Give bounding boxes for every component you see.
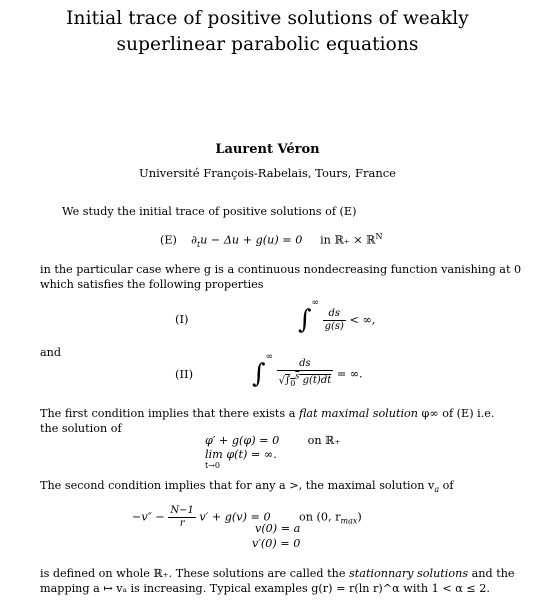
ode-stationary-denominator: r bbox=[179, 518, 185, 529]
ode-stationary-line-3 bbox=[252, 537, 300, 550]
condition-1-fraction bbox=[323, 308, 346, 333]
ode-flat-eq: φ′ + g(φ) = 0 bbox=[205, 434, 280, 447]
equation-e-partial: ∂ bbox=[191, 233, 197, 247]
paragraph-defined-line-2: mapping a ↦ vₐ is increasing. Typical examples g(r) = r(ln r)^α with 1 < α ≤ 2. bbox=[40, 582, 490, 595]
paragraph-flat-line-2: the solution of bbox=[40, 422, 122, 435]
condition-2-formula: ∫∞ $\frac{ds}{√\int_0^s g(t)dt}$ = ∞. bbox=[252, 352, 363, 389]
ode-stationary-domain-sub: max bbox=[340, 516, 358, 526]
ode-flat-line-1 bbox=[205, 434, 340, 447]
paragraph-intro: We study the initial trace of positive solutions of (E) bbox=[62, 205, 357, 218]
paragraph-case-line-1: in the particular case where g is a continuous nondecreasing function vanishing at 0 bbox=[40, 263, 522, 276]
condition-1-formula: ∫∞ $\frac{ds}{g(s)}$ < ∞, bbox=[298, 298, 376, 335]
paragraph-flat-line-1: The first condition implies that there exists a flat maximal solution φ∞ of (E) i.e. bbox=[40, 407, 495, 420]
ode-flat-domain: on ℝ₊ bbox=[307, 434, 341, 447]
ode-stationary-numerator: N−1 bbox=[170, 505, 194, 516]
ode-flat-limit-sub: t→0 bbox=[205, 461, 221, 470]
equation-e-body: u − Δu + g(u) = 0 bbox=[200, 233, 303, 247]
paragraph-defined-line-1: is defined on whole ℝ₊. These solutions are called the stationnary solutions and the bbox=[40, 567, 515, 580]
author-name: Laurent Véron bbox=[215, 142, 320, 157]
condition-1-rhs: < ∞, bbox=[349, 313, 376, 327]
ode-flat-line-2 bbox=[205, 448, 277, 461]
author-affiliation: Université François-Rabelais, Tours, France bbox=[139, 166, 396, 180]
paragraph-flat bbox=[40, 406, 494, 436]
ode-stationary-domain: on (0, r bbox=[299, 510, 341, 524]
condition-2-rhs: = ∞. bbox=[336, 367, 363, 381]
equation-e-dim: N bbox=[375, 232, 383, 241]
paper-title bbox=[20, 6, 515, 58]
paragraph-case-line-2: which satisfies the following properties bbox=[40, 278, 264, 291]
stationary-solutions-term: stationnary solutions bbox=[349, 567, 469, 580]
ode-stationary-line-1: −v″ − $\frac{N-1}{r}$ v′ + g(v) = 0 on (0, $r_{max}$) bbox=[132, 505, 362, 529]
equation-e: (E) $\partial_tu - \Delta u + g(u) = 0$ in ℝ₊ × ℝ$^N$ bbox=[160, 232, 383, 249]
paragraph-case bbox=[40, 262, 521, 292]
condition-1-denominator: g(s) bbox=[324, 320, 344, 332]
word-and: and bbox=[40, 346, 62, 359]
ode-stationary-init-value: v(0) = a bbox=[255, 522, 301, 535]
ode-stationary-left: −v″ − bbox=[132, 510, 169, 524]
condition-1-label: (I) bbox=[175, 312, 189, 326]
ode-stationary-mid: v′ + g(v) = 0 bbox=[199, 510, 271, 524]
equation-e-label: (E) bbox=[160, 233, 177, 247]
condition-2-numerator: ds bbox=[277, 358, 334, 371]
ode-stationary-init-deriv: v′(0) = 0 bbox=[252, 537, 301, 550]
title-line-1: Initial trace of positive solutions of weakly bbox=[66, 8, 469, 29]
title-line-2: superlinear parabolic equations bbox=[116, 34, 419, 55]
ode-stationary-fraction bbox=[168, 505, 196, 530]
paragraph-stationary: The second condition implies that for any a >, the maximal solution $v_a$ of bbox=[40, 479, 454, 495]
condition-2-fraction bbox=[277, 358, 334, 390]
condition-1-numerator: ds bbox=[323, 308, 346, 321]
paragraph-defined bbox=[40, 566, 515, 596]
ode-flat-limit: lim φ(t) = ∞. bbox=[205, 448, 277, 461]
flat-maximal-solution-term: flat maximal solution bbox=[298, 407, 418, 420]
equation-e-domain: in ℝ₊ × ℝ bbox=[320, 233, 376, 247]
ode-stationary-line-2 bbox=[255, 522, 300, 535]
condition-2-denominator: $√\int_0^s$ g(t)dt bbox=[278, 371, 332, 389]
condition-2-label: (II) bbox=[175, 367, 194, 381]
